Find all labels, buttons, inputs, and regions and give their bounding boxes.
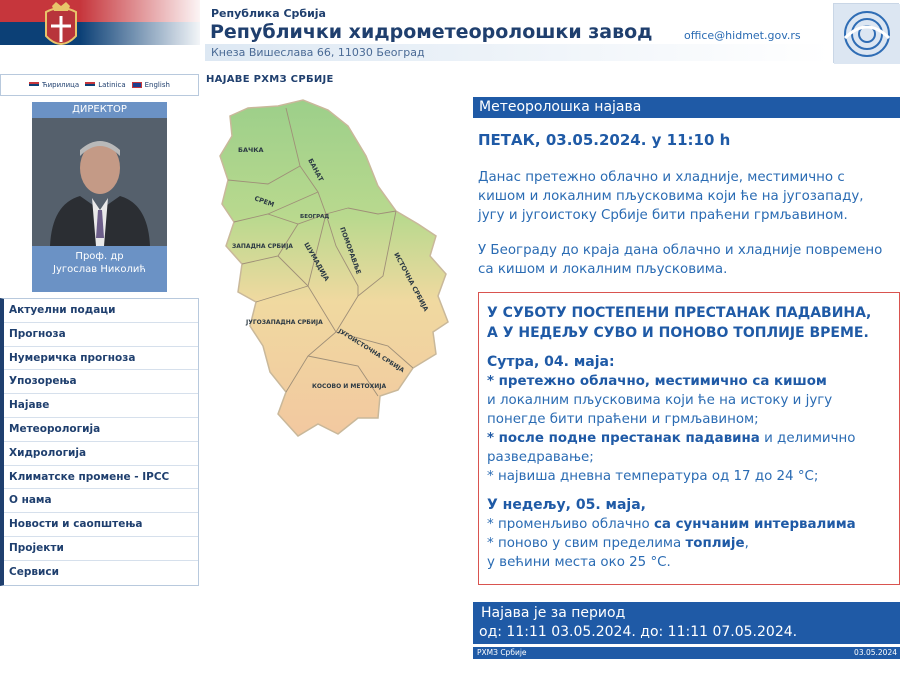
sunday-line2-a: * поново у свим пределима xyxy=(487,536,686,551)
nav-item-services[interactable]: Сервиси xyxy=(9,565,59,578)
serbia-regions-map[interactable] xyxy=(208,96,470,458)
director-name xyxy=(32,250,167,276)
map-label-kosovo-metohija: КОСОВО И МЕТОХИЈА xyxy=(312,383,387,390)
uk-flag-icon xyxy=(132,82,142,88)
main-nav xyxy=(0,298,199,586)
map-label-southeast-serbia: ЈУГОИСТОЧНА СРБИЈА xyxy=(336,327,406,375)
nav-item-projects[interactable]: Пројекти xyxy=(4,537,198,561)
panel-title: Метеоролошка најава xyxy=(473,97,900,118)
rhmz-logo[interactable] xyxy=(833,3,899,63)
nav-item-forecast[interactable]: Прогноза xyxy=(4,323,198,347)
footer-date: 03.05.2024 xyxy=(854,648,897,657)
sunday-line3: у већини места око 25 °C. xyxy=(487,555,671,570)
lang-english[interactable] xyxy=(132,81,170,89)
announcement-today: Данас претежно облачно и хладније, местимично с кишом и локалним пљусковима који ће на југозападу, југу и југоистоку Србије бити праћени грмљавином. xyxy=(478,170,864,223)
language-switcher xyxy=(0,74,199,96)
header-title[interactable]: Републички хидрометеоролошки завод xyxy=(210,21,653,43)
sunday-line1-b: са сунчаним интервалима xyxy=(653,517,856,532)
nav-item-numerical-forecast[interactable]: Нумеричка прогноза xyxy=(4,347,198,371)
announcement-belgrade: У Београду до краја дана облачно и хладније повремено са кишом и локалним пљусковима. xyxy=(478,243,883,277)
nav-item-announcements[interactable]: Најаве xyxy=(4,394,198,418)
map-label-eastern-serbia: ИСТОЧНА СРБИЈА xyxy=(392,251,431,313)
outlook-headline-line2: А У НЕДЕЉУ СУВО И ПОНОВО ТОПЛИЈЕ ВРЕМЕ. xyxy=(487,325,869,341)
map-label-backa: БАЧКА xyxy=(238,146,264,154)
announcement-date: ПЕТАК, 03.05.2024. у 11:10 h xyxy=(478,131,731,149)
saturday-line1: * претежно облачно, местимично са кишом xyxy=(487,374,827,389)
nav-item-hydrology[interactable]: Хидрологија xyxy=(4,442,198,466)
sunday-line2-b: топлије xyxy=(685,536,745,551)
lang-cyrillic-label: Ћирилица xyxy=(42,81,80,89)
sunday-line2 xyxy=(487,534,891,553)
sunday-line1 xyxy=(487,515,891,534)
lang-cyrillic[interactable] xyxy=(29,81,79,89)
map-label-pomoravlje: ПОМОРАВЉЕ xyxy=(338,225,363,276)
period-label: Најава је за период xyxy=(481,605,626,621)
period-range: од: 11:11 03.05.2024. до: 11:11 07.05.2024. xyxy=(479,624,798,640)
outlook-headline-line1: У СУБОТУ ПОСТЕПЕНИ ПРЕСТАНАК ПАДАВИНА, xyxy=(487,305,872,321)
director-fullname: Југослав Николић xyxy=(53,264,146,275)
site-header xyxy=(0,0,900,67)
outlook-headline xyxy=(487,303,891,343)
lang-english-label: English xyxy=(144,81,170,89)
footer-bar xyxy=(473,647,900,659)
forecast-period xyxy=(473,602,900,644)
director-bio-link[interactable]: Биографија xyxy=(65,377,134,388)
serbian-flag-icon xyxy=(85,82,95,88)
director-title: ДИРЕКТОР xyxy=(72,104,127,115)
map-label-banat: БАНАТ xyxy=(306,157,325,183)
saturday-line4 xyxy=(487,429,891,448)
saturday-line4-rest: и делимично xyxy=(759,431,856,446)
saturday-line5: разведравање; xyxy=(487,450,594,465)
saturday-line3: понегде бити праћени и грмљавином; xyxy=(487,412,759,427)
header-subtitle: Република Србија xyxy=(211,7,326,20)
saturday-line6: * највиша дневна температура од 17 до 24 °C; xyxy=(487,469,819,484)
nav-item-warnings[interactable]: Упозорења xyxy=(4,370,198,394)
nav-item-meteorology[interactable]: Метеорологија xyxy=(4,418,198,442)
sunday-title: У недељу, 05. маја, xyxy=(487,497,646,513)
nav-item-climate-change[interactable]: Климатске промене - IPCC xyxy=(4,466,198,490)
sunday-line1-a: * променљиво облачно xyxy=(487,517,654,532)
nav-item-about[interactable]: О нама xyxy=(4,489,198,513)
nav-item-news[interactable]: Новости и саопштења xyxy=(4,513,198,537)
map-label-belgrade: БЕОГРАД xyxy=(300,214,330,220)
nav-item-current-data[interactable]: Актуелни подаци xyxy=(4,299,198,323)
lang-latin[interactable] xyxy=(85,81,125,89)
director-degree: Проф. др xyxy=(75,251,124,262)
saturday-line2: и локалним пљусковима који ће на истоку и југу xyxy=(487,393,833,408)
lang-latin-label: Latinica xyxy=(98,81,126,89)
weekend-outlook-box xyxy=(478,292,900,585)
map-label-southwest-serbia: ЈУГОЗАПАДНА СРБИЈА xyxy=(246,319,323,326)
sunday-line2-c: , xyxy=(744,536,749,551)
saturday-title: Сутра, 04. маја: xyxy=(487,354,615,370)
section-title: НАЈАВЕ РХМЗ СРБИЈЕ xyxy=(206,74,334,85)
director-photo xyxy=(32,118,167,246)
saturday-line4-bold: * после подне престанак падавина xyxy=(487,431,760,446)
map-label-western-serbia: ЗАПАДНА СРБИЈА xyxy=(232,243,293,250)
header-address: Кнеза Вишеслава 66, 11030 Београд xyxy=(211,46,425,59)
header-email-link[interactable]: office@hidmet.gov.rs xyxy=(684,29,801,42)
map-label-srem: СРЕМ xyxy=(253,194,276,209)
footer-org: РХМЗ Србије xyxy=(477,648,527,657)
map-label-sumadija: ШУМАДИЈА xyxy=(302,241,331,283)
serbian-flag-icon xyxy=(29,82,39,88)
serbian-flag-banner xyxy=(0,0,200,67)
